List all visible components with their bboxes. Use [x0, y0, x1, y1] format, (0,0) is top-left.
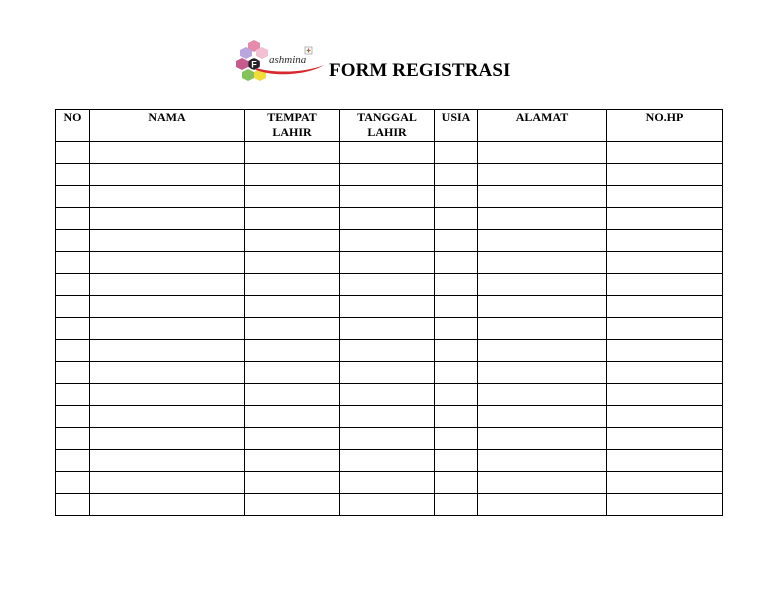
- column-header-nama: [90, 110, 245, 142]
- cell-nama[interactable]: [90, 406, 245, 428]
- cell-no[interactable]: [56, 494, 90, 516]
- table-row: [56, 142, 723, 164]
- cell-alamat[interactable]: [478, 494, 607, 516]
- cell-tanggal[interactable]: [340, 296, 435, 318]
- cell-no[interactable]: [56, 340, 90, 362]
- cell-usia[interactable]: [435, 340, 478, 362]
- cell-no[interactable]: [56, 230, 90, 252]
- table-row: [56, 428, 723, 450]
- table-row: [56, 296, 723, 318]
- cell-alamat[interactable]: [478, 142, 607, 164]
- cell-no[interactable]: [56, 384, 90, 406]
- column-header-nohp: [607, 110, 723, 142]
- table-body: [56, 142, 723, 516]
- cell-usia[interactable]: [435, 296, 478, 318]
- cell-alamat[interactable]: [478, 384, 607, 406]
- cell-usia[interactable]: [435, 450, 478, 472]
- cell-usia[interactable]: [435, 186, 478, 208]
- cell-nama[interactable]: [90, 450, 245, 472]
- cell-nama[interactable]: [90, 208, 245, 230]
- cell-usia[interactable]: [435, 252, 478, 274]
- cell-tempat[interactable]: [245, 142, 340, 164]
- table-row: [56, 450, 723, 472]
- cell-usia[interactable]: [435, 230, 478, 252]
- table-row: [56, 252, 723, 274]
- cell-no[interactable]: [56, 406, 90, 428]
- cell-nama[interactable]: [90, 142, 245, 164]
- cell-alamat[interactable]: [478, 472, 607, 494]
- cell-usia[interactable]: [435, 142, 478, 164]
- cell-tempat[interactable]: [245, 296, 340, 318]
- cell-nohp[interactable]: [607, 186, 723, 208]
- cell-nohp[interactable]: [607, 450, 723, 472]
- cell-nama[interactable]: [90, 384, 245, 406]
- cell-nohp[interactable]: [607, 252, 723, 274]
- column-header-line: LAHIR: [272, 125, 312, 139]
- cell-nama[interactable]: [90, 494, 245, 516]
- cell-nama[interactable]: [90, 428, 245, 450]
- table-row: [56, 384, 723, 406]
- cell-tempat[interactable]: [245, 428, 340, 450]
- cell-alamat[interactable]: [478, 252, 607, 274]
- cell-nohp[interactable]: [607, 384, 723, 406]
- cell-alamat[interactable]: [478, 274, 607, 296]
- cell-no[interactable]: [56, 164, 90, 186]
- column-header-line: NO.HP: [645, 110, 684, 124]
- cell-alamat[interactable]: [478, 340, 607, 362]
- table-row: [56, 472, 723, 494]
- column-header-line: TEMPAT: [267, 110, 317, 124]
- table-row: [56, 208, 723, 230]
- cell-tanggal[interactable]: [340, 494, 435, 516]
- table-row: [56, 318, 723, 340]
- column-header-line: LAHIR: [367, 125, 407, 139]
- cell-no[interactable]: [56, 472, 90, 494]
- page-title: FORM REGISTRASI: [329, 60, 511, 81]
- table-row: [56, 362, 723, 384]
- cell-nama[interactable]: [90, 274, 245, 296]
- cell-nama[interactable]: [90, 318, 245, 340]
- cell-no[interactable]: [56, 296, 90, 318]
- cell-nohp[interactable]: [607, 362, 723, 384]
- cell-alamat[interactable]: [478, 296, 607, 318]
- cell-usia[interactable]: [435, 406, 478, 428]
- cell-nohp[interactable]: [607, 296, 723, 318]
- cell-usia[interactable]: [435, 318, 478, 340]
- cell-nohp[interactable]: [607, 472, 723, 494]
- cell-tempat[interactable]: [245, 340, 340, 362]
- cell-usia[interactable]: [435, 164, 478, 186]
- cell-no[interactable]: [56, 428, 90, 450]
- cell-no[interactable]: [56, 450, 90, 472]
- cell-tanggal[interactable]: [340, 252, 435, 274]
- cell-nohp[interactable]: [607, 164, 723, 186]
- cell-tempat[interactable]: [245, 472, 340, 494]
- cell-tanggal[interactable]: [340, 450, 435, 472]
- table-row: [56, 186, 723, 208]
- cell-nohp[interactable]: [607, 340, 723, 362]
- cell-tempat[interactable]: [245, 252, 340, 274]
- cell-alamat[interactable]: [478, 450, 607, 472]
- fashmina-logo: [232, 38, 327, 82]
- cell-usia[interactable]: [435, 472, 478, 494]
- registration-table: [55, 109, 723, 516]
- cell-tempat[interactable]: [245, 362, 340, 384]
- cell-nohp[interactable]: [607, 494, 723, 516]
- column-header-no: [56, 110, 90, 142]
- cell-tempat[interactable]: [245, 186, 340, 208]
- cell-tempat[interactable]: [245, 406, 340, 428]
- cell-nohp[interactable]: [607, 318, 723, 340]
- cell-nohp[interactable]: [607, 406, 723, 428]
- cell-tempat[interactable]: [245, 450, 340, 472]
- cell-alamat[interactable]: [478, 230, 607, 252]
- cell-tanggal[interactable]: [340, 164, 435, 186]
- logo-initial: F: [251, 59, 257, 70]
- column-header-line: NO: [63, 110, 82, 124]
- cell-tempat[interactable]: [245, 384, 340, 406]
- cell-usia[interactable]: [435, 208, 478, 230]
- cell-tanggal[interactable]: [340, 384, 435, 406]
- cell-tanggal[interactable]: [340, 340, 435, 362]
- cell-usia[interactable]: [435, 494, 478, 516]
- cell-nohp[interactable]: [607, 428, 723, 450]
- logo-text: ashmina: [269, 54, 307, 66]
- table-row: [56, 406, 723, 428]
- cell-nohp[interactable]: [607, 274, 723, 296]
- column-header-alamat: [478, 110, 607, 142]
- table-row: [56, 274, 723, 296]
- table-row: [56, 230, 723, 252]
- cell-tempat[interactable]: [245, 318, 340, 340]
- table-header-row: [56, 110, 723, 142]
- column-header-tempat: [245, 110, 340, 142]
- cell-nohp[interactable]: [607, 142, 723, 164]
- cell-alamat[interactable]: [478, 208, 607, 230]
- cell-tempat[interactable]: [245, 274, 340, 296]
- column-header-line: USIA: [441, 110, 471, 124]
- table-row: [56, 164, 723, 186]
- cell-alamat[interactable]: [478, 362, 607, 384]
- cell-alamat[interactable]: [478, 318, 607, 340]
- column-header-line: TANGGAL: [357, 110, 417, 124]
- cell-tanggal[interactable]: [340, 230, 435, 252]
- column-header-usia: [435, 110, 478, 142]
- cell-tanggal[interactable]: [340, 406, 435, 428]
- cell-nama[interactable]: [90, 186, 245, 208]
- cell-no[interactable]: [56, 274, 90, 296]
- cell-tanggal[interactable]: [340, 472, 435, 494]
- cell-tempat[interactable]: [245, 230, 340, 252]
- cell-nama[interactable]: [90, 472, 245, 494]
- cell-tanggal[interactable]: [340, 362, 435, 384]
- cell-alamat[interactable]: [478, 186, 607, 208]
- table-row: [56, 494, 723, 516]
- column-header-tanggal: [340, 110, 435, 142]
- cell-nama[interactable]: [90, 296, 245, 318]
- column-header-line: NAMA: [148, 110, 186, 124]
- cell-tempat[interactable]: [245, 494, 340, 516]
- cell-tanggal[interactable]: [340, 208, 435, 230]
- cell-no[interactable]: [56, 142, 90, 164]
- cell-tanggal[interactable]: [340, 274, 435, 296]
- cell-no[interactable]: [56, 208, 90, 230]
- cell-alamat[interactable]: [478, 164, 607, 186]
- cell-usia[interactable]: [435, 384, 478, 406]
- cell-tempat[interactable]: [245, 164, 340, 186]
- form-header: [232, 38, 552, 82]
- cell-tempat[interactable]: [245, 208, 340, 230]
- cell-usia[interactable]: [435, 362, 478, 384]
- cell-no[interactable]: [56, 318, 90, 340]
- cell-tanggal[interactable]: [340, 318, 435, 340]
- cell-no[interactable]: [56, 362, 90, 384]
- cell-no[interactable]: [56, 186, 90, 208]
- table-row: [56, 340, 723, 362]
- cell-nama[interactable]: [90, 340, 245, 362]
- cell-alamat[interactable]: [478, 428, 607, 450]
- cell-no[interactable]: [56, 252, 90, 274]
- cell-alamat[interactable]: [478, 406, 607, 428]
- cell-tanggal[interactable]: [340, 428, 435, 450]
- cell-nohp[interactable]: [607, 230, 723, 252]
- cell-nama[interactable]: [90, 362, 245, 384]
- cell-nama[interactable]: [90, 230, 245, 252]
- cell-nama[interactable]: [90, 252, 245, 274]
- cell-usia[interactable]: [435, 428, 478, 450]
- column-header-line: ALAMAT: [515, 110, 569, 124]
- cell-nama[interactable]: [90, 164, 245, 186]
- cell-tanggal[interactable]: [340, 186, 435, 208]
- cell-tanggal[interactable]: [340, 142, 435, 164]
- cell-nohp[interactable]: [607, 208, 723, 230]
- cell-usia[interactable]: [435, 274, 478, 296]
